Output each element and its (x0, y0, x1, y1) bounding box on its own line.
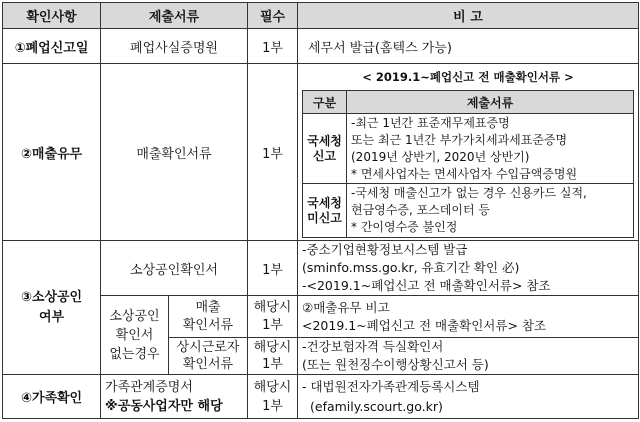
text-line: * 면세사업자는 면세사업자 수입금액증명원 (351, 166, 578, 181)
header-documents: 제출서류 (101, 3, 248, 29)
required-count: 1부 (248, 64, 298, 241)
table-row (3, 64, 639, 241)
text-line: 현금영수증, 포스데이터 등 (351, 203, 490, 217)
text-line: 또는 최근 1년간 부가가치세과세표준증명 (351, 132, 568, 147)
note-cell (298, 241, 639, 296)
text-line: 상시근로자 (176, 340, 240, 355)
text-line: 확인서류 (182, 317, 234, 333)
required-count (248, 296, 298, 338)
required-count (248, 338, 298, 375)
doc-small-business-cert: 소상공인확인서 (101, 241, 248, 296)
text-line: (2019년 상반기, 2020년 상반기) (351, 149, 530, 164)
unreported-docs (347, 184, 634, 238)
text-line: 확인서 (115, 327, 154, 343)
text-line: (또는 원천징수이행상황신고서 등) (302, 357, 489, 372)
text-line: 없는경우 (109, 346, 160, 362)
inner-header-row (303, 91, 634, 114)
requirements-table (2, 2, 639, 419)
no-cert-label (101, 296, 169, 375)
required-count (248, 375, 298, 419)
text-line: -국세청 매출신고가 없는 경우 신용카드 실적, (351, 186, 587, 200)
item-closure-date: ①폐업신고일 (3, 29, 101, 64)
text-line: 여부 (38, 309, 65, 325)
inner-header-docs: 제출서류 (347, 91, 634, 114)
sales-docs-table (302, 90, 634, 238)
text-line: * 간이영수증 불인정 (351, 220, 458, 234)
reported-docs (347, 114, 634, 184)
text-line: 해당시 (253, 299, 292, 315)
text-line: -건강보험자격 득실확인서 (302, 339, 444, 354)
item-small-business (3, 241, 101, 375)
text-line: 매출 (195, 299, 221, 315)
text-line: ※공동사업자만 해당 (105, 398, 223, 414)
note-cell (298, 296, 639, 338)
header-row (3, 3, 639, 29)
text-line: - 대법원전자가족관계등록시스템 (302, 378, 480, 394)
text-line: 확인서류 (182, 357, 234, 372)
text-line: 1부 (262, 317, 283, 333)
text-line: 1부 (262, 357, 283, 372)
item-sales: ②매출유무 (3, 64, 101, 241)
inner-header-type: 구분 (303, 91, 347, 114)
doc-sales-proof: 매출확인서류 (101, 64, 248, 241)
text-line: ③소상공인 (20, 289, 83, 305)
table-row (3, 29, 639, 64)
doc-closure-cert: 폐업사실증명원 (101, 29, 248, 64)
text-line: 소상공인 (109, 308, 160, 324)
required-count: 1부 (248, 29, 298, 64)
text-line: (efamily.scourt.go.kr) (310, 398, 443, 414)
text-line: -최근 1년간 표준재무제표증명 (351, 115, 510, 130)
text-line: <2019.1~폐업신고 전 매출확인서류> 참조 (302, 317, 547, 333)
table-row (3, 241, 639, 296)
text-line: -<2019.1~폐업신고 전 매출확인서류> 참조 (302, 278, 551, 293)
text-line: (sminfo.mss.go.kr, 유효기간 확인 必) (302, 260, 520, 275)
inner-row-unreported (303, 184, 634, 238)
note-sales-cell (298, 64, 639, 241)
required-count: 1부 (248, 241, 298, 296)
text-line: 가족관계증명서 (105, 379, 193, 395)
text-line: 해당시 (253, 340, 292, 355)
text-line: 해당시 (253, 379, 292, 395)
inner-row-reported (303, 114, 634, 184)
unreported-label: 국세청 미신고 (303, 184, 347, 238)
text-line: -중소기업현황정보시스템 발급 (302, 242, 468, 257)
item-family: ④가족확인 (3, 375, 101, 419)
inner-title: < 2019.1~폐업신고 전 매출확인서류 > (362, 70, 574, 84)
note-text: 세무서 발급(홈텍스 가능) (298, 29, 639, 64)
reported-label: 국세청 신고 (303, 114, 347, 184)
doc-employee-proof (169, 338, 248, 375)
header-notes: 비 고 (298, 3, 639, 29)
header-required: 필수 (248, 3, 298, 29)
doc-sales-proof (169, 296, 248, 338)
text-line: ②매출유무 비고 (302, 299, 390, 315)
note-cell (298, 338, 639, 375)
note-cell (298, 375, 639, 419)
text-line: 1부 (262, 398, 283, 414)
doc-family-cert (101, 375, 248, 419)
table-row (3, 375, 639, 419)
header-item: 확인사항 (3, 3, 101, 29)
